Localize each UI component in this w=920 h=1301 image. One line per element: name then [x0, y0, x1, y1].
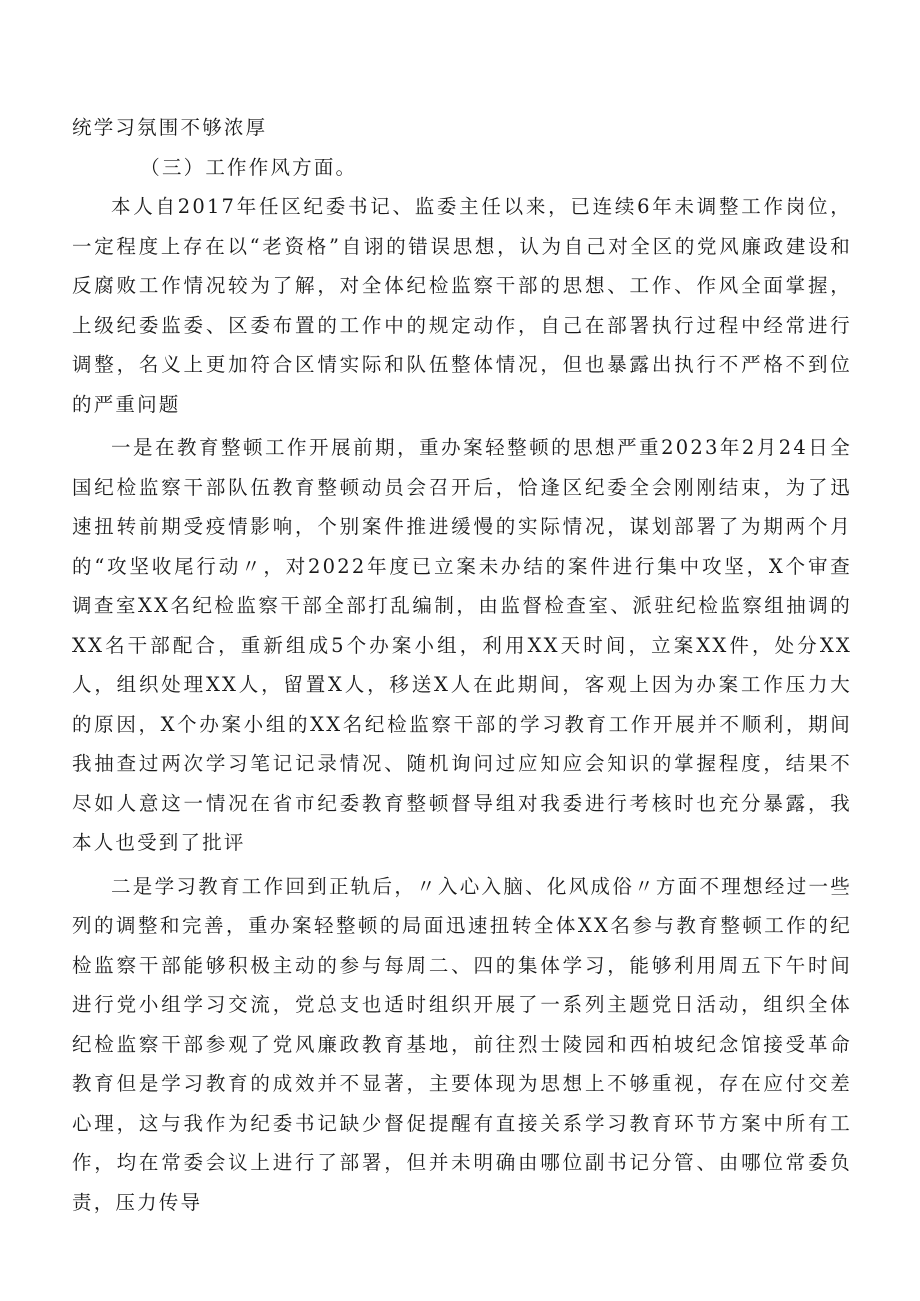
document-body	[72, 108, 852, 1222]
paragraph-point-two: 二是学习教育工作回到正轨后，〃入心入脑、化风成俗〃方面不理想经过一些列的调整和完善，重办案轻整顿的局面迅速扭转全体XX名参与教育整顿工作的纪检监察干部能够积极主动的参与每周二、四的集体学习，能够利用周五下午时间进行党小组学习交流，党总支也适时组织开展了一系列主题党日活动，组织全体纪检监察干部参观了党风廉政教育基地，前往烈士陵园和西柏坡纪念馆接受革命教育但是学习教育的成效并不显著，主要体现为思想上不够重视，存在应付交差心理，这与我作为纪委书记缺少督促提醒有直接关系学习教育环节方案中所有工作，均在常委会议上进行了部署，但并未明确由哪位副书记分管、由哪位常委负责，压力传导	[72, 874, 852, 1214]
paragraph-continuation: 统学习氛围不够浓厚	[72, 116, 268, 139]
section-heading: （三）工作作风方面。	[140, 155, 358, 179]
paragraph-intro: 本人自2017年任区纪委书记、监委主任以来，已连续6年未调整工作岗位，一定程度上存在以“老资格”自诩的错误思想，认为自己对全区的党风廉政建设和反腐败工作情况较为了解，对全体纪检监察干部的思想、工作、作风全面掌握，上级纪委监委、区委布置的工作中的规定动作，自己在部署执行过程中经常进行调整，名义上更加符合区情实际和队伍整体情况，但也暴露出执行不严格不到位的严重问题	[72, 195, 852, 416]
paragraph-point-one: 一是在教育整顿工作开展前期，重办案轻整顿的思想严重2023年2月24日全国纪检监察干部队伍教育整顿动员会召开后，恰逢区纪委全会刚刚结束，为了迅速扭转前期受疫情影响，个别案件推进缓慢的实际情况，谋划部署了为期两个月的“攻坚收尾行动〃，对2022年度已立案未办结的案件进行集中攻坚，X个审查调查室XX名纪检监察干部全部打乱编制，由监督检查室、派驻纪检监察组抽调的XX名干部配合，重新组成5个办案小组，利用XX天时间，立案XX件，处分XX人，组织处理XX人，留置X人，移送X人在此期间，客观上因为办案工作压力大的原因，X个办案小组的XX名纪检监察干部的学习教育工作开展并不顺利，期间我抽查过两次学习笔记记录情况、随机询问过应知应会知识的掌握程度，结果不尽如人意这一情况在省市纪委教育整顿督导组对我委进行考核时也充分暴露，我本人也受到了批评	[72, 436, 852, 854]
